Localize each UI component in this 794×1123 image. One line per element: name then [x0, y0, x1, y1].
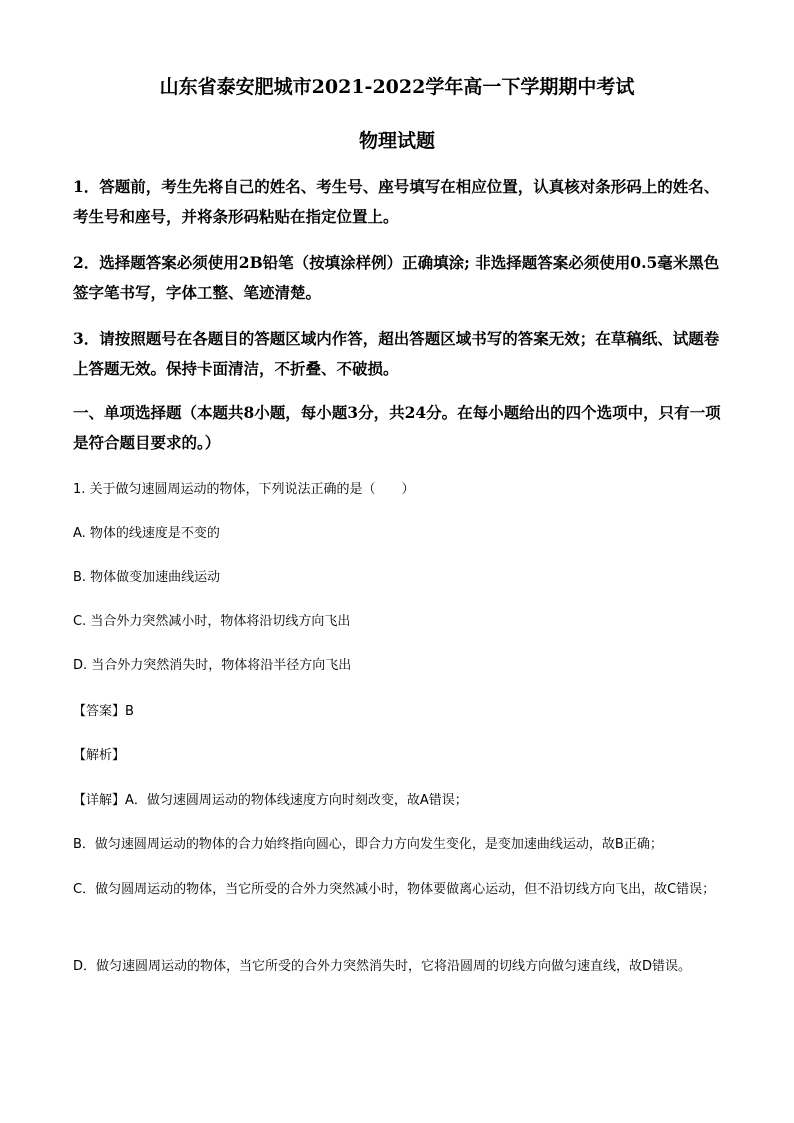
option-a: A. 物体的线速度是不变的: [73, 526, 220, 541]
option-d: D. 当合外力突然消失时，物体将沿半径方向飞出: [73, 658, 352, 673]
detail-c: C．做匀圆周运动的物体，当它所受的合外力突然减小时，物体要做离心运动，但不沿切线方向飞出，故C错误；: [73, 882, 716, 897]
section-heading: 一、单项选择题（本题共8小题，每小题3分，共24分。在每小题给出的四个选项中，只有一项是符合题目要求的。）: [73, 403, 721, 452]
analysis-label: 【解析】: [73, 748, 126, 763]
detail-b: B．做匀速圆周运动的物体的合力始终指向圆心，即合力方向发生变化，是变加速曲线运动，故B正确；: [73, 837, 663, 852]
instruction-3: 3．请按照题号在各题目的答题区域内作答，超出答题区域书写的答案无效；在草稿纸、试题卷上答题无效。保持卡面清洁，不折叠、不破损。: [73, 329, 720, 378]
option-c: C. 当合外力突然减小时，物体将沿切线方向飞出: [73, 614, 351, 629]
detail-d: D．做匀速圆周运动的物体，当它所受的合外力突然消失时，它将沿圆周的切线方向做匀速直线，故D错误。: [73, 959, 692, 974]
page-subtitle: 物理试题: [358, 130, 435, 152]
instruction-1: 1．答题前，考生先将自己的姓名、考生号、座号填写在相应位置，认真核对条形码上的姓名、考生号和座号，并将条形码粘贴在指定位置上。: [73, 177, 720, 226]
page-title: 山东省泰安肥城市2021-2022学年高一下学期期中考试: [159, 76, 635, 98]
option-b: B. 物体做变加速曲线运动: [73, 570, 221, 585]
question-stem: 1. 关于做匀速圆周运动的物体，下列说法正确的是（ ）: [73, 482, 415, 497]
instruction-2: 2．选择题答案必须使用2B铅笔（按填涂样例）正确填涂; 非选择题答案必须使用0.5毫米黑色签字笔书写，字体工整、笔迹清楚。: [73, 253, 720, 302]
detail-a: 【详解】A．做匀速圆周运动的物体线速度方向时刻改变，故A错误；: [73, 793, 468, 808]
answer: 【答案】B: [73, 704, 134, 719]
